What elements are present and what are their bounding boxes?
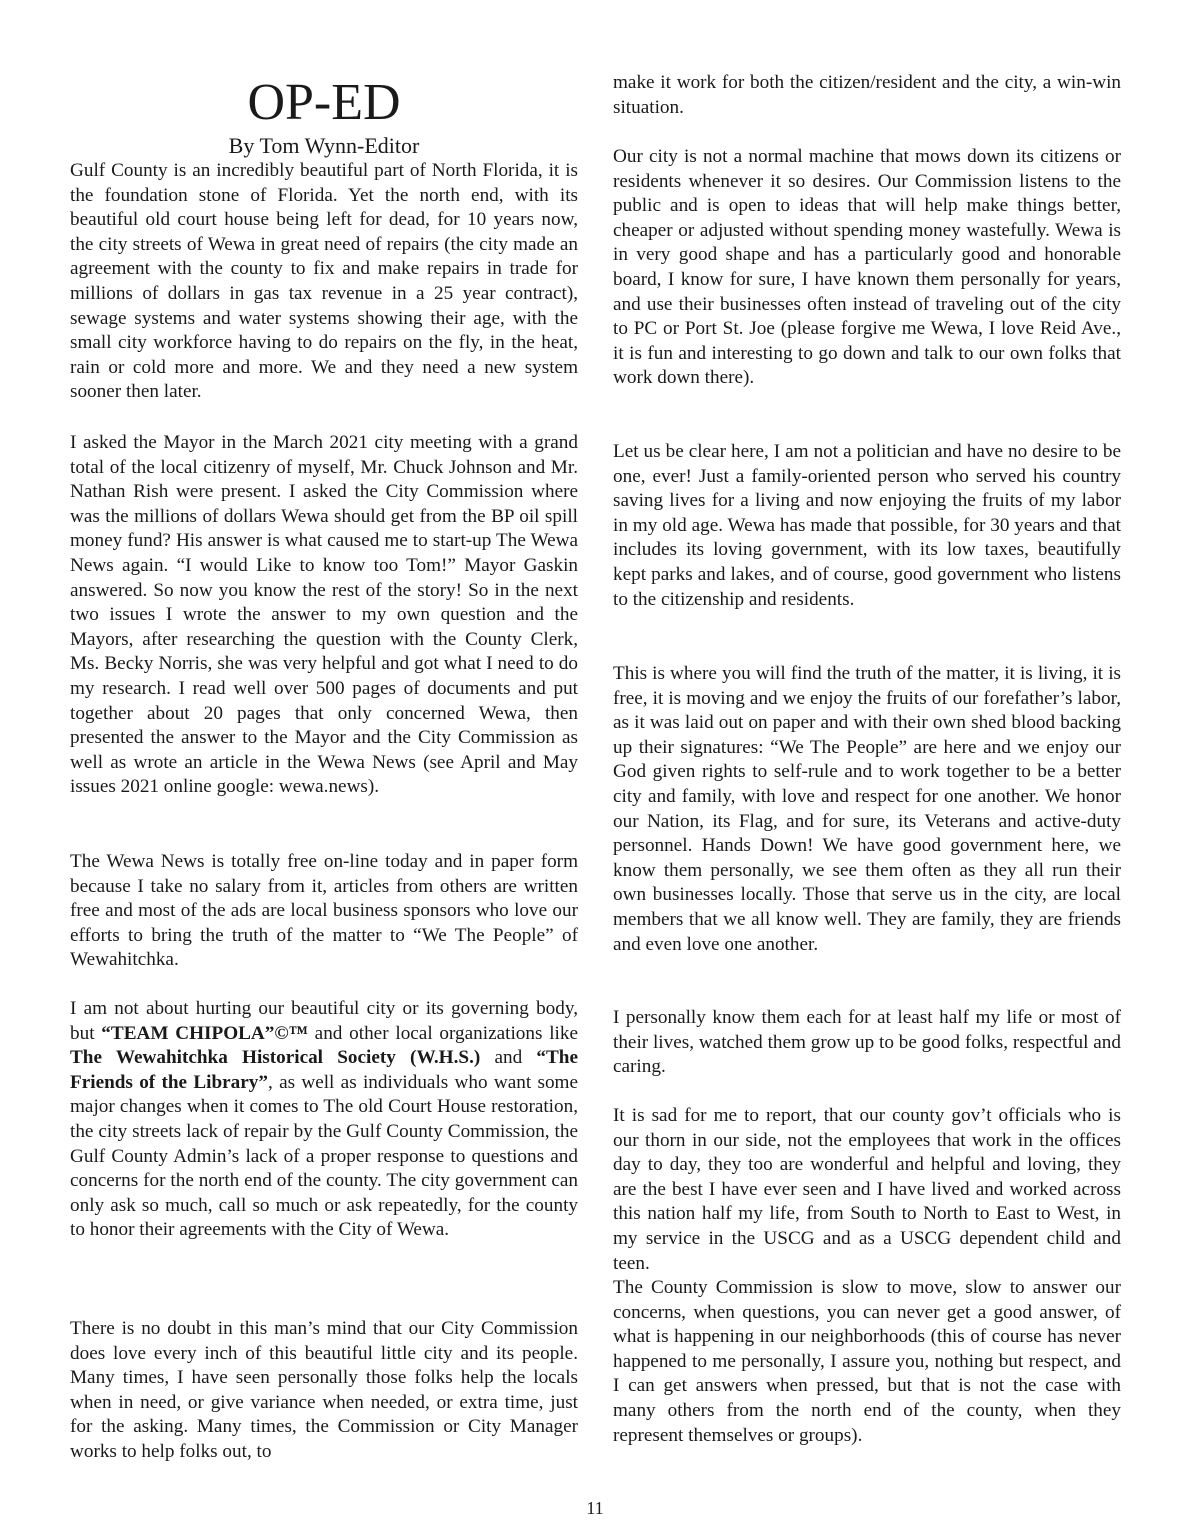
historical-society-name: The Wewahitchka Historical Society (W.H.S.)	[70, 1047, 481, 1069]
paragraph-wewa-news-free: The Wewa News is totally free on-line today and in paper form because I take no salary from it, articles from others are written free and most of the ads are local business sponsors who love our efforts to bring the truth of the matter to “We The People” of Wewahitchka.	[70, 851, 578, 971]
paragraph-know-them: I personally know them each for at least half my life or most of their lives, watched them grow up to be good folks, respectful and caring.	[613, 1007, 1121, 1078]
organizations-text-1: I am not about hurting our beautiful city or its governing body, but	[70, 998, 578, 1044]
paragraph-intro: Gulf County is an incredibly beautiful part of North Florida, it is the foundation stone of Florida. Yet the north end, with its beautiful old court house being left for dead, for 10 years now, the city streets of Wewa in great need of repairs (the city made an agreement with the county to fix and make repairs in trade for millions of dollars in gas tax revenue in a 25 year contract), sewage systems and water systems showing their age, with the small city workforce having to do repairs on the fly, in the heat, rain or cold more and more. We and they need a new system sooner then later.	[70, 160, 578, 403]
paragraph-county-officials: It is sad for me to report, that our county gov’t officials who is our thorn in our side, not the employees that work in the offices day to day, they too are wonderful and helpful and loving, they are the best I have ever seen and I have lived and worked across this nation half my life, from South to North to East to West, in my service in the USCG and as a USCG dependent child and teen.	[613, 1105, 1121, 1274]
paragraph-win-win: make it work for both the citizen/resident and the city, a win-win situation.	[613, 72, 1121, 118]
organizations-text-4: , as well as individuals who want some major changes when it comes to The old Court House restoration, the city streets lack of repair by the Gulf County Commission, the Gulf County Admin’s lack of a proper response to questions and concerns for the north end of the county. The city government can only ask so much, call so much or ask repeatedly, for the county to honor their agreements with the City of Wewa.	[70, 1071, 578, 1241]
organizations-text-3: and	[480, 1047, 537, 1069]
paragraph-city-not-machine: Our city is not a normal machine that mows down its citizens or residents whenever it so desires. Our Commission listens to the public and is open to ideas that will help make things better, cheaper or adjusted without spending money wastefully. Wewa is in very good shape and has a particularly good and honorable board, I know for sure, I have known them personally for years, and use their businesses often instead of traveling out of the city to PC or Port St. Joe (please forgive me Wewa, I love Reid Ave., it is fun and interesting to go down and talk to our own folks that work down there).	[613, 146, 1121, 389]
paragraph-city-commission: There is no doubt in this man’s mind that our City Commission does love every inch of this beautiful little city and its people. Many times, I have seen personally those folks help the locals when in need, or give variance when needed, or extra time, just for the asking. Many times, the Commission or City Manager works to help folks out, to	[70, 1318, 578, 1462]
page-title: OP-ED	[247, 74, 401, 131]
team-chipola-name: “TEAM CHIPOLA”©™	[101, 1022, 308, 1044]
paragraph-mayor-question: I asked the Mayor in the March 2021 city meeting with a grand total of the local citizenry of myself, Mr. Chuck Johnson and Mr. Nathan Rish were present. I asked the City Commission where was the millions of dollars Wewa should get from the BP oil spill money fund? His answer is what caused me to start-up The Wewa News again. “I would Like to know too Tom!” Mayor Gaskin answered. So now you know the rest of the story! So in the next two issues I wrote the answer to my own question and the Mayors, after researching the question with the County Clerk, Ms. Becky Norris, she was very helpful and got what I need to do my research. I read well over 500 pages of documents and put together about 20 pages that only concerned Wewa, then presented the answer to the Mayor and the City Commission as well as wrote an article in the Wewa News (see April and May issues 2021 online google: wewa.news).	[70, 432, 578, 798]
organizations-text-2: and other local organizations like	[307, 1022, 578, 1044]
byline: By Tom Wynn-Editor	[228, 133, 420, 158]
paragraph-county-commission: The County Commission is slow to move, slow to answer our concerns, when questions, you can never get a good answer, of what is happening in our neighborhoods (this of course has never happened to me personally, I assure you, nothing but respect, and I can get answers when pressed, but that is not the case with many others from the north end of the county, when they represent themselves or groups).	[613, 1277, 1121, 1446]
paragraph-not-politician: Let us be clear here, I am not a politician and have no desire to be one, ever! Just a family-oriented person who served his country saving lives for a living and now enjoying the fruits of my labor in my old age. Wewa has made that possible, for 30 years and that includes its loving government, with its low taxes, beautifully kept parks and lakes, and of course, good government who listens to the citizenship and residents.	[613, 441, 1121, 610]
page-number: 11	[586, 1498, 604, 1518]
paragraph-truth-of-matter: This is where you will find the truth of the matter, it is living, it is free, it is moving and we enjoy the fruits of our forefather’s labor, as it was laid out on paper and with their own shed blood backing up their signatures: “We The People” are here and we enjoy our God given rights to self-rule and to work together to be a better city and family, with love and respect for one another. We honor our Nation, its Flag, and for sure, its Veterans and active-duty personnel. Hands Down! We have good government here, we know them personally, we see them often as they all run their own businesses locally. Those that serve us in the city, are local members that we all know well. They are family, they are friends and even love one another.	[613, 663, 1121, 955]
paragraph-organizations	[70, 997, 578, 1243]
friends-of-library-name: “The Friends of the Library”	[70, 1047, 578, 1093]
